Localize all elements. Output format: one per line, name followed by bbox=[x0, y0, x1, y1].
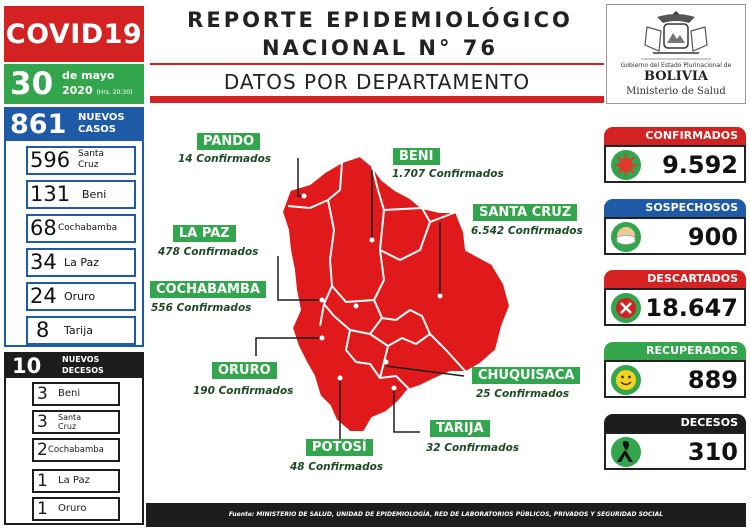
list-item: 1 Oruro bbox=[32, 497, 120, 521]
dept-count-pando: 14 Confirmados bbox=[178, 153, 272, 165]
dept-count-beni: 1.707 Confirmados bbox=[392, 168, 504, 180]
list-item: 131 Beni bbox=[26, 180, 136, 209]
list-item: 8 Tarija bbox=[26, 316, 136, 345]
new-cases-label: NUEVOS CASOS bbox=[78, 112, 125, 135]
dept-label-pando: PANDO bbox=[197, 133, 260, 150]
stat-recovered: RECUPERADOS 889 bbox=[604, 342, 746, 398]
dept-label-chuquisaca: CHUQUISACA bbox=[472, 367, 580, 384]
dept-label-beni: BENI bbox=[393, 148, 440, 165]
list-item: 596 Santa Cruz bbox=[26, 146, 136, 175]
ministry-logo: Gobierno del Estado Plurinacional de BOLIVIA Ministerio de Salud bbox=[606, 4, 746, 104]
dept-label-oruro: ORURO bbox=[212, 362, 277, 379]
list-item: 24 Oruro bbox=[26, 282, 136, 311]
mourning-ribbon-icon bbox=[610, 436, 642, 468]
dept-count-cochabamba: 556 Confirmados bbox=[151, 302, 252, 314]
source-footer: Fuente: MINISTERIO DE SALUD, UNIDAD DE EPIDEMIOLOGÍA, RED DE LABORATORIOS PÚBLICOS, PRIVADOS Y SEGURIDAD SOCIAL bbox=[146, 503, 746, 527]
list-item: 2 Cochabamba bbox=[32, 438, 120, 462]
list-item: 3 Santa Cruz bbox=[32, 410, 120, 434]
face-mask-icon bbox=[610, 221, 642, 253]
new-cases-total: 861 bbox=[10, 109, 67, 140]
stat-discarded: DESCARTADOS 18.647 bbox=[604, 270, 746, 326]
list-item: 68 Cochabamba bbox=[26, 214, 136, 243]
dept-count-tarija: 32 Confirmados bbox=[426, 442, 520, 454]
date-month: de mayo bbox=[62, 69, 115, 82]
dept-count-santa-cruz: 6.542 Confirmados bbox=[471, 225, 583, 237]
dept-label-tarija: TARIJA bbox=[430, 420, 490, 437]
dept-label-potosi: POTOSÍ bbox=[306, 439, 373, 456]
dept-count-potosi: 48 Confirmados bbox=[290, 461, 384, 473]
list-item: 34 La Paz bbox=[26, 248, 136, 277]
dept-label-santa-cruz: SANTA CRUZ bbox=[473, 204, 577, 221]
smiley-icon bbox=[610, 364, 642, 396]
date-day: 30 bbox=[10, 66, 54, 102]
page-subtitle: DATOS POR DEPARTAMENTO bbox=[223, 70, 531, 94]
x-circle-icon bbox=[610, 292, 642, 324]
report-number: NACIONAL N° 76 bbox=[261, 36, 499, 60]
dept-count-chuquisaca: 25 Confirmados bbox=[476, 388, 570, 400]
dept-label-cochabamba: COCHABAMBA bbox=[150, 281, 266, 298]
list-item: 1 La Paz bbox=[32, 469, 120, 493]
dept-count-oruro: 190 Confirmados bbox=[193, 385, 294, 397]
page-title: REPORTE EPIDEMIOLÓGICO bbox=[187, 8, 573, 32]
list-item: 3 Beni bbox=[32, 382, 120, 406]
stat-deaths: DECESOS 310 bbox=[604, 414, 746, 470]
dept-count-la-paz: 478 Confirmados bbox=[158, 246, 259, 258]
date-year-hours: 2020 (Hrs. 20:30) bbox=[62, 84, 133, 97]
covid19-banner: COVID19 bbox=[4, 6, 144, 62]
virus-icon bbox=[610, 149, 642, 181]
new-deaths-total: 10 bbox=[12, 354, 42, 378]
stat-suspected: SOSPECHOSOS 900 bbox=[604, 199, 746, 255]
dept-label-la-paz: LA PAZ bbox=[173, 225, 236, 242]
stat-confirmed: CONFIRMADOS 9.592 bbox=[604, 127, 746, 183]
new-deaths-label: NUEVOS DECESOS bbox=[62, 355, 104, 375]
